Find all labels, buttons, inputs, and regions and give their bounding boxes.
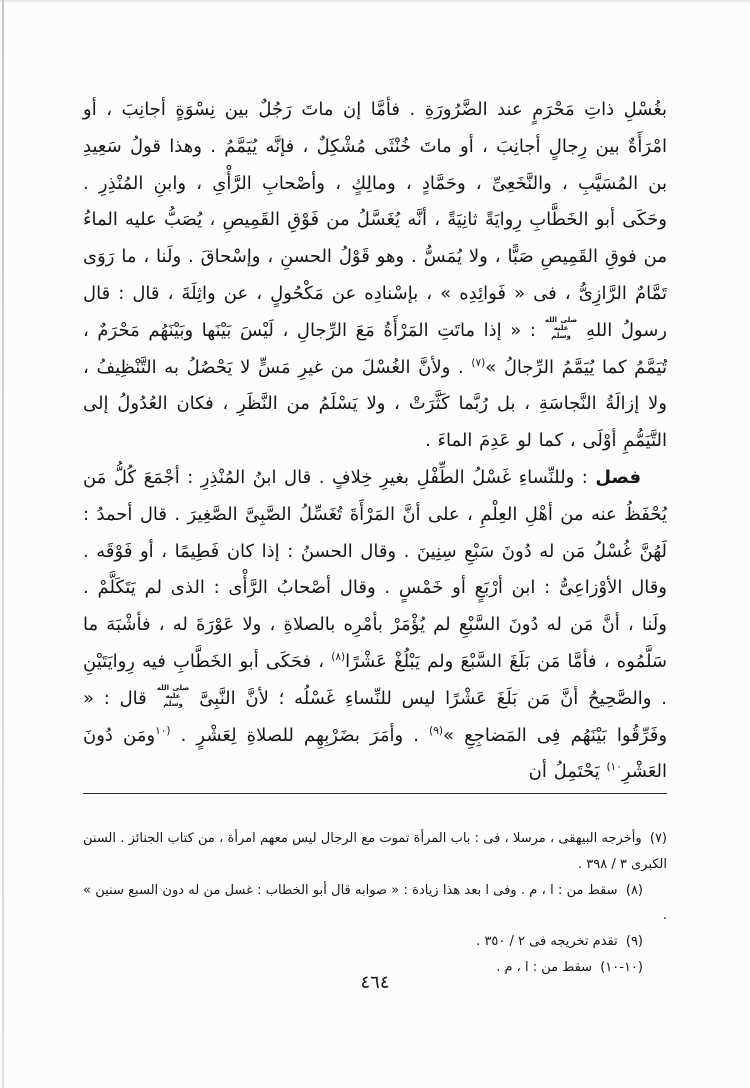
footnote-text: تقدم تخريجه فى ٢ / ٣٥٠ . bbox=[476, 934, 618, 950]
body-text-run: ، فحَكَى أبو الخَطَّابِ فيه رِوايَتَيْنِ . والصَّحِيحُ أنَّ مَن بَلَغَ عَشْرًا ليس للنِّساءِ غَسْلُه ؛ لأنَّ النَّبِىَّ bbox=[83, 650, 667, 709]
body-text-run: بغُسْلِ ذاتِ مَحْرَمٍ عند الضَّرُورَةِ . فأمَّا إن ماتَ رَجُلٌ بين نِسْوَةٍ أجانِبَ ، أو امْرَأَةٌ بين رِجالٍ أجانِبَ ، أو ماتَ خُنْثَى مُشْكِلٌ ، فإنَّه يُيَمَّمُ . وهذا قولُ سَعِيدِ بن المُسَيَّبِ ، والنَّخَعِىِّ ، وحَمَّادٍ ، ومالِكٍ ، وأصْحابِ الرَّأْىِ ، وابنِ المُنْذِرِ . وحَكَى أبو الخَطَّابِ رِوايَةً ثانِيَةً ، أنَّه يُغَسَّلُ من فَوْقِ القَمِيصِ ، يُصَبُّ عليه الماءُ من فوقِ القَمِيصِ صَبًّا ، ولا يُمَسُّ . وهو قَوْلُ الحسنِ ، وإسْحاقَ . ولَنا ، ما رَوَى تَمَّامٌ الرَّازِىُّ ، فى « فَوائِدِه » ، بإسْنادِه عن مَكْحُولٍ ، عن واثِلَةَ ، قال : قال رسولُ اللهِ bbox=[83, 99, 667, 341]
body-text-run: يَحْتَمِلُ أن bbox=[528, 761, 607, 783]
footnote-ref-10-open: (١٠ bbox=[155, 724, 171, 737]
page-number: ٤٦٤ bbox=[360, 972, 390, 993]
footnote-separator-rule bbox=[83, 793, 667, 794]
section-heading-fasl: فصل bbox=[595, 466, 641, 488]
main-text-block bbox=[83, 92, 667, 791]
body-text-run: . ولأنَّ الغُسْلَ من غيرِ مَسٍّ لا يَحْصُلُ به التَّنْظِيفُ ، ولا إزالَةُ النَّجاسَةِ ، بل رُبَّما كَثَّرَتْ ، ولا يَسْلَمُ من النَّظَرِ ، فكان العُدُولُ إلى التَّيَمُّمِ أوْلَى ، كما لو عَدِمَ الماءَ . bbox=[83, 356, 667, 452]
footnote-marker: (٨) bbox=[625, 882, 643, 898]
footnote-ref-10-close: ١٠) bbox=[606, 761, 622, 774]
footnote-7 bbox=[83, 826, 667, 878]
footnote-9 bbox=[83, 929, 667, 955]
body-text-run: . وأمَرَ بضَرْبِهِم للصلاةِ لِعَشْرٍ . bbox=[170, 724, 430, 746]
body-text-run: ومَن دُونَ العَشْرِ bbox=[83, 724, 667, 783]
footnote-marker: (١٠-١٠) bbox=[600, 959, 643, 975]
footnote-marker: (٧) bbox=[649, 831, 667, 846]
pbuh-seal-icon: صلى الله عليه وسلم bbox=[544, 315, 578, 340]
scan-top-edge-artifact bbox=[0, 0, 750, 2]
footnote-ref-8: (٨) bbox=[331, 650, 346, 663]
footnote-ref-7: (٧) bbox=[471, 356, 486, 369]
footnote-marker: (٩) bbox=[625, 934, 643, 950]
body-text-run: قال : « وفَرِّقُوا بَيْنَهُم فِى المَضاجِعِ » bbox=[83, 687, 668, 746]
footnote-ref-9: (٩) bbox=[429, 724, 443, 737]
scan-edge-artifact bbox=[2, 0, 4, 1088]
footnote-text: سقط من : ا ، م . bbox=[496, 959, 593, 975]
footnotes-section bbox=[83, 826, 667, 981]
footnote-text: وأخرجه البيهقى ، مرسلا ، فى : باب المرأة تموت مع الرجال ليس معهم امرأة ، من كتاب الجنائز . السنن الكبرى ٣ / ٣٩٨ . bbox=[83, 831, 667, 872]
pbuh-seal-icon: صلى الله عليه وسلم bbox=[156, 683, 190, 708]
paragraph-gusl-mahram bbox=[83, 92, 667, 460]
paragraph-fasl-washing-children bbox=[83, 460, 667, 791]
footnote-text: سقط من : ا ، م . وفى ا بعد هذا زيادة : « صوابه قال أبو الخطاب : غسل من له دون السبع سنين » . bbox=[83, 882, 667, 924]
body-text-run: : وللنِّساءِ غَسْلُ الطِّفْلِ بغيرِ خِلافٍ . قال ابنُ المُنْذِرِ : أجْمَعَ كُلُّ مَن يُحْفَظُ عنه من أهْلِ العِلْمِ ، على أنَّ المَرْأَةَ تُغَسِّلُ الصَّبِىَّ الصَّغِيرَ . قال أحمدُ : لَهُنَّ غُسْلُ مَن له دُونَ سَبْعِ سِنِينَ . وقال الحسنُ : إذا كان فَطِيمًا ، أو فَوْقَه . وقال الأوْزاعِىُّ : ابن أرْبَعٍ أو خَمْسٍ . وقال أصْحابُ الرَّأْى : الذى لم يَتَكَلَّمْ . ولَنا ، أنَّ مَن له دُونَ السَّبْعِ لم يُؤْمَرْ بأمْرِه بالصلاةِ ، ولا عَوْرَةَ له ، فأشْبَهَ ما سَلَّمُوه ، فأمَّا مَن بَلَغَ السَّبْعَ ولم يَبْلُغْ عَشْرًا bbox=[83, 466, 667, 672]
body-text-run: : « إذا ماتَتِ المَرْأَةُ مَعَ الرِّجالِ ، لَيْسَ بَيْنَها وبَيْنَهُم مَحْرَمٌ ، تُيَمَّمُ كما يُيَمَّمُ الرِّجالُ » bbox=[83, 319, 667, 378]
footnote-8 bbox=[83, 878, 667, 930]
